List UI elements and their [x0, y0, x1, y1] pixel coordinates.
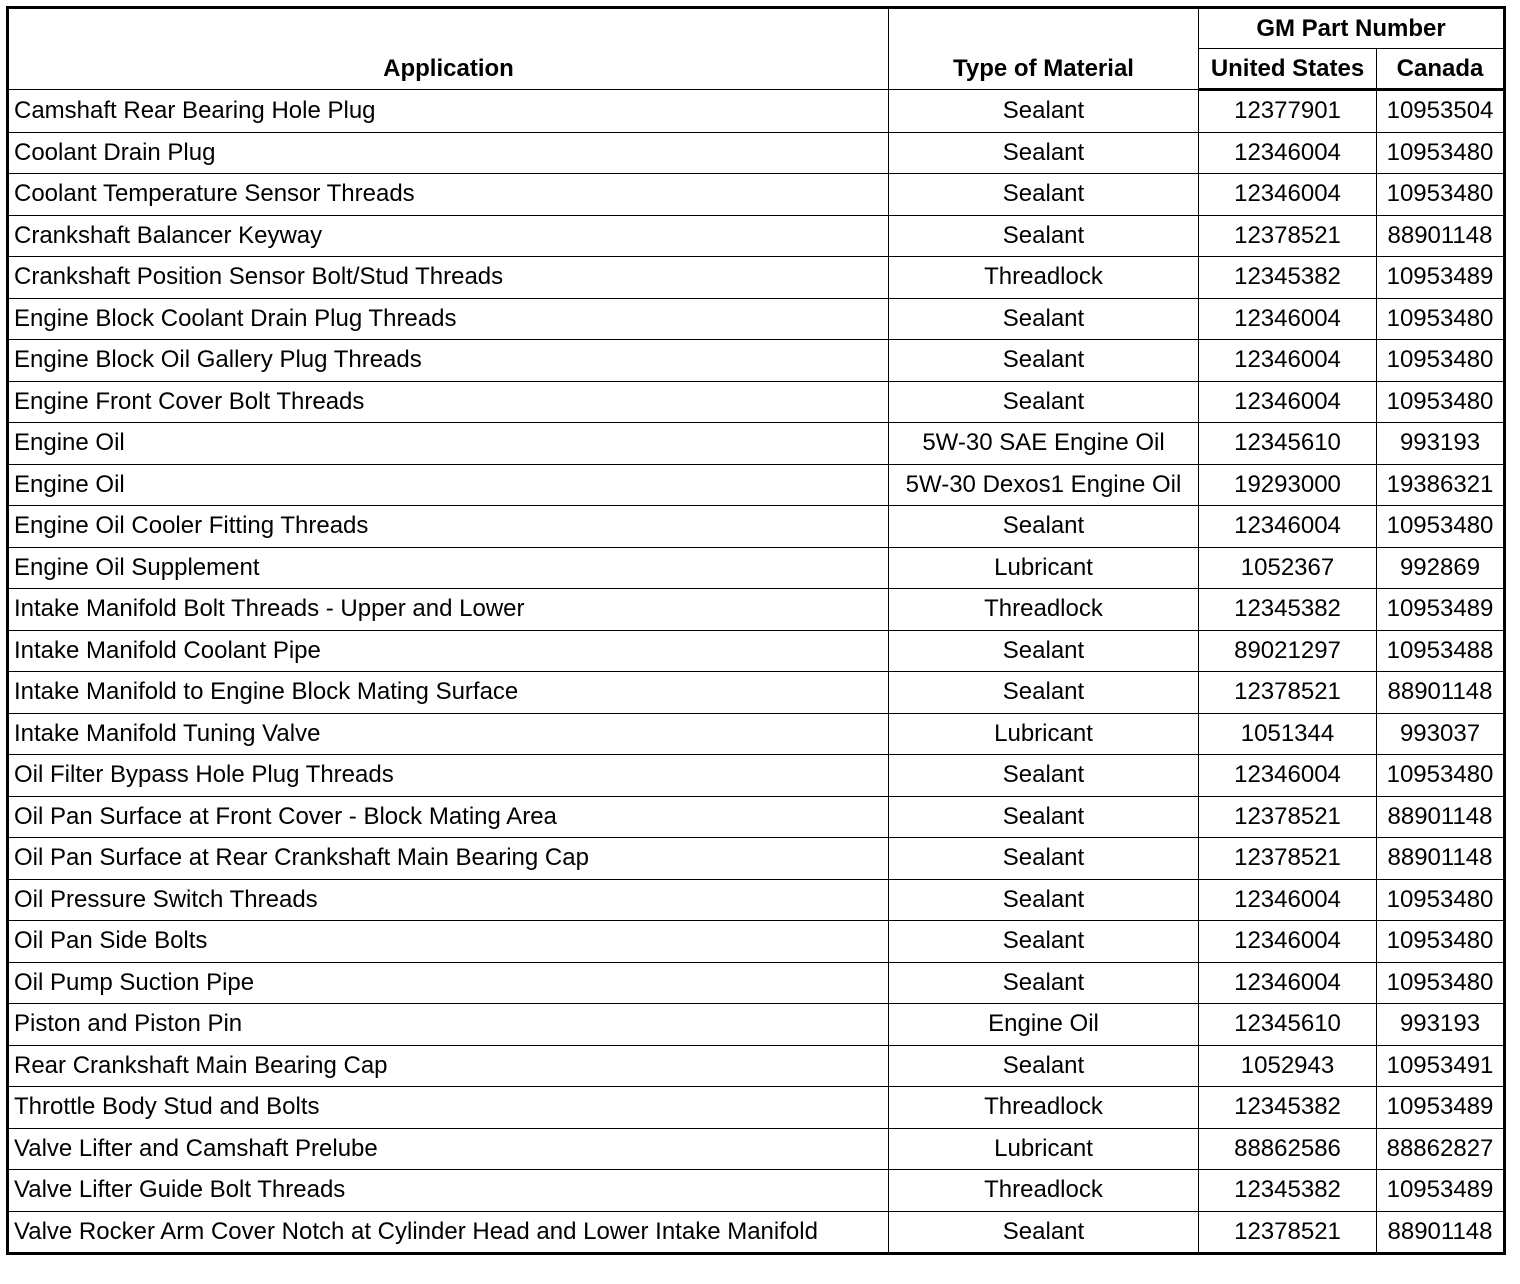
- application-cell: Engine Oil: [8, 423, 889, 465]
- application-cell: Oil Filter Bypass Hole Plug Threads: [8, 755, 889, 797]
- material-cell: Sealant: [889, 796, 1199, 838]
- material-cell: Sealant: [889, 298, 1199, 340]
- table-row: [8, 1004, 1505, 1046]
- material-cell: Sealant: [889, 381, 1199, 423]
- canada-part-number-cell: 10953480: [1377, 298, 1505, 340]
- canada-part-number-cell: 10953480: [1377, 506, 1505, 548]
- table-row: [8, 630, 1505, 672]
- canada-part-number-cell: 88862827: [1377, 1128, 1505, 1170]
- us-part-number-cell: 12345382: [1199, 1087, 1377, 1129]
- application-cell: Intake Manifold Bolt Threads - Upper and Lower: [8, 589, 889, 631]
- us-part-number-cell: 12345382: [1199, 257, 1377, 299]
- us-part-number-cell: 1051344: [1199, 713, 1377, 755]
- material-cell: Sealant: [889, 1211, 1199, 1254]
- canada-part-number-cell: 88901148: [1377, 215, 1505, 257]
- application-cell: Engine Oil Supplement: [8, 547, 889, 589]
- canada-part-number-cell: 993037: [1377, 713, 1505, 755]
- us-part-number-cell: 19293000: [1199, 464, 1377, 506]
- canada-part-number-cell: 10953480: [1377, 755, 1505, 797]
- us-part-number-cell: 12346004: [1199, 921, 1377, 963]
- material-cell: Sealant: [889, 340, 1199, 382]
- table-row: [8, 257, 1505, 299]
- us-part-number-cell: 12378521: [1199, 838, 1377, 880]
- table-row: [8, 90, 1505, 133]
- application-cell: Oil Pan Side Bolts: [8, 921, 889, 963]
- table-row: [8, 215, 1505, 257]
- material-cell: Sealant: [889, 879, 1199, 921]
- application-cell: Crankshaft Position Sensor Bolt/Stud Threads: [8, 257, 889, 299]
- material-cell: Threadlock: [889, 589, 1199, 631]
- table-row: [8, 1170, 1505, 1212]
- us-part-number-cell: 12377901: [1199, 90, 1377, 133]
- table-row: [8, 381, 1505, 423]
- table-row: [8, 879, 1505, 921]
- material-cell: Sealant: [889, 506, 1199, 548]
- application-cell: Throttle Body Stud and Bolts: [8, 1087, 889, 1129]
- material-cell: Sealant: [889, 90, 1199, 133]
- us-part-number-cell: 12346004: [1199, 298, 1377, 340]
- us-part-number-cell: 12346004: [1199, 962, 1377, 1004]
- header-canada: Canada: [1377, 49, 1505, 90]
- application-cell: Intake Manifold Coolant Pipe: [8, 630, 889, 672]
- us-part-number-cell: 12378521: [1199, 796, 1377, 838]
- material-cell: Lubricant: [889, 713, 1199, 755]
- header-row-1: [8, 8, 1505, 49]
- material-cell: Sealant: [889, 1045, 1199, 1087]
- table-row: [8, 1128, 1505, 1170]
- us-part-number-cell: 12378521: [1199, 1211, 1377, 1254]
- canada-part-number-cell: 10953489: [1377, 1170, 1505, 1212]
- canada-part-number-cell: 10953504: [1377, 90, 1505, 133]
- canada-part-number-cell: 10953480: [1377, 962, 1505, 1004]
- material-cell: Sealant: [889, 755, 1199, 797]
- application-cell: Intake Manifold Tuning Valve: [8, 713, 889, 755]
- canada-part-number-cell: 10953489: [1377, 257, 1505, 299]
- application-cell: Coolant Drain Plug: [8, 132, 889, 174]
- canada-part-number-cell: 10953480: [1377, 921, 1505, 963]
- canada-part-number-cell: 993193: [1377, 1004, 1505, 1046]
- application-cell: Rear Crankshaft Main Bearing Cap: [8, 1045, 889, 1087]
- table-row: [8, 755, 1505, 797]
- material-cell: Sealant: [889, 962, 1199, 1004]
- us-part-number-cell: 12346004: [1199, 381, 1377, 423]
- canada-part-number-cell: 10953480: [1377, 174, 1505, 216]
- table-row: [8, 1211, 1505, 1254]
- material-cell: Sealant: [889, 132, 1199, 174]
- table-row: [8, 1087, 1505, 1129]
- canada-part-number-cell: 10953480: [1377, 132, 1505, 174]
- canada-part-number-cell: 10953480: [1377, 879, 1505, 921]
- us-part-number-cell: 12345382: [1199, 589, 1377, 631]
- canada-part-number-cell: 10953480: [1377, 381, 1505, 423]
- header-gm-part-number: GM Part Number: [1199, 8, 1505, 49]
- material-cell: 5W-30 SAE Engine Oil: [889, 423, 1199, 465]
- table-row: [8, 298, 1505, 340]
- material-cell: Threadlock: [889, 1087, 1199, 1129]
- application-cell: Valve Lifter and Camshaft Prelube: [8, 1128, 889, 1170]
- application-cell: Oil Pan Surface at Rear Crankshaft Main Bearing Cap: [8, 838, 889, 880]
- application-cell: Valve Rocker Arm Cover Notch at Cylinder Head and Lower Intake Manifold: [8, 1211, 889, 1254]
- table-row: [8, 838, 1505, 880]
- table-row: [8, 174, 1505, 216]
- us-part-number-cell: 12346004: [1199, 506, 1377, 548]
- canada-part-number-cell: 88901148: [1377, 672, 1505, 714]
- us-part-number-cell: 12345382: [1199, 1170, 1377, 1212]
- table-row: [8, 547, 1505, 589]
- parts-table: [6, 6, 1506, 1255]
- application-cell: Camshaft Rear Bearing Hole Plug: [8, 90, 889, 133]
- application-cell: Engine Oil: [8, 464, 889, 506]
- application-cell: Engine Oil Cooler Fitting Threads: [8, 506, 889, 548]
- table-row: [8, 340, 1505, 382]
- application-cell: Oil Pump Suction Pipe: [8, 962, 889, 1004]
- table-row: [8, 796, 1505, 838]
- table-row: [8, 713, 1505, 755]
- material-cell: Lubricant: [889, 547, 1199, 589]
- application-cell: Oil Pressure Switch Threads: [8, 879, 889, 921]
- application-cell: Engine Front Cover Bolt Threads: [8, 381, 889, 423]
- canada-part-number-cell: 19386321: [1377, 464, 1505, 506]
- material-cell: Sealant: [889, 630, 1199, 672]
- us-part-number-cell: 12378521: [1199, 672, 1377, 714]
- header-united-states: United States: [1199, 49, 1377, 90]
- application-cell: Crankshaft Balancer Keyway: [8, 215, 889, 257]
- table-row: [8, 423, 1505, 465]
- us-part-number-cell: 12378521: [1199, 215, 1377, 257]
- us-part-number-cell: 12346004: [1199, 174, 1377, 216]
- canada-part-number-cell: 992869: [1377, 547, 1505, 589]
- canada-part-number-cell: 10953491: [1377, 1045, 1505, 1087]
- application-cell: Coolant Temperature Sensor Threads: [8, 174, 889, 216]
- material-cell: Threadlock: [889, 257, 1199, 299]
- header-type-of-material: Type of Material: [889, 8, 1199, 90]
- material-cell: Sealant: [889, 215, 1199, 257]
- table-row: [8, 589, 1505, 631]
- table-body: [8, 90, 1505, 1254]
- material-cell: Sealant: [889, 838, 1199, 880]
- us-part-number-cell: 12345610: [1199, 423, 1377, 465]
- us-part-number-cell: 89021297: [1199, 630, 1377, 672]
- table-row: [8, 132, 1505, 174]
- us-part-number-cell: 12346004: [1199, 879, 1377, 921]
- us-part-number-cell: 12346004: [1199, 755, 1377, 797]
- material-cell: Sealant: [889, 672, 1199, 714]
- us-part-number-cell: 12346004: [1199, 132, 1377, 174]
- table-row: [8, 1045, 1505, 1087]
- application-cell: Piston and Piston Pin: [8, 1004, 889, 1046]
- canada-part-number-cell: 10953489: [1377, 589, 1505, 631]
- material-cell: Sealant: [889, 174, 1199, 216]
- application-cell: Engine Block Oil Gallery Plug Threads: [8, 340, 889, 382]
- us-part-number-cell: 1052943: [1199, 1045, 1377, 1087]
- material-cell: Engine Oil: [889, 1004, 1199, 1046]
- canada-part-number-cell: 88901148: [1377, 1211, 1505, 1254]
- us-part-number-cell: 12346004: [1199, 340, 1377, 382]
- us-part-number-cell: 12345610: [1199, 1004, 1377, 1046]
- canada-part-number-cell: 10953489: [1377, 1087, 1505, 1129]
- material-cell: Threadlock: [889, 1170, 1199, 1212]
- canada-part-number-cell: 993193: [1377, 423, 1505, 465]
- table-row: [8, 464, 1505, 506]
- application-cell: Intake Manifold to Engine Block Mating Surface: [8, 672, 889, 714]
- table-row: [8, 921, 1505, 963]
- canada-part-number-cell: 10953488: [1377, 630, 1505, 672]
- material-cell: 5W-30 Dexos1 Engine Oil: [889, 464, 1199, 506]
- header-application: Application: [8, 8, 889, 90]
- us-part-number-cell: 88862586: [1199, 1128, 1377, 1170]
- table-row: [8, 506, 1505, 548]
- application-cell: Engine Block Coolant Drain Plug Threads: [8, 298, 889, 340]
- canada-part-number-cell: 10953480: [1377, 340, 1505, 382]
- material-cell: Lubricant: [889, 1128, 1199, 1170]
- canada-part-number-cell: 88901148: [1377, 796, 1505, 838]
- application-cell: Oil Pan Surface at Front Cover - Block Mating Area: [8, 796, 889, 838]
- us-part-number-cell: 1052367: [1199, 547, 1377, 589]
- table-row: [8, 962, 1505, 1004]
- canada-part-number-cell: 88901148: [1377, 838, 1505, 880]
- application-cell: Valve Lifter Guide Bolt Threads: [8, 1170, 889, 1212]
- material-cell: Sealant: [889, 921, 1199, 963]
- table-row: [8, 672, 1505, 714]
